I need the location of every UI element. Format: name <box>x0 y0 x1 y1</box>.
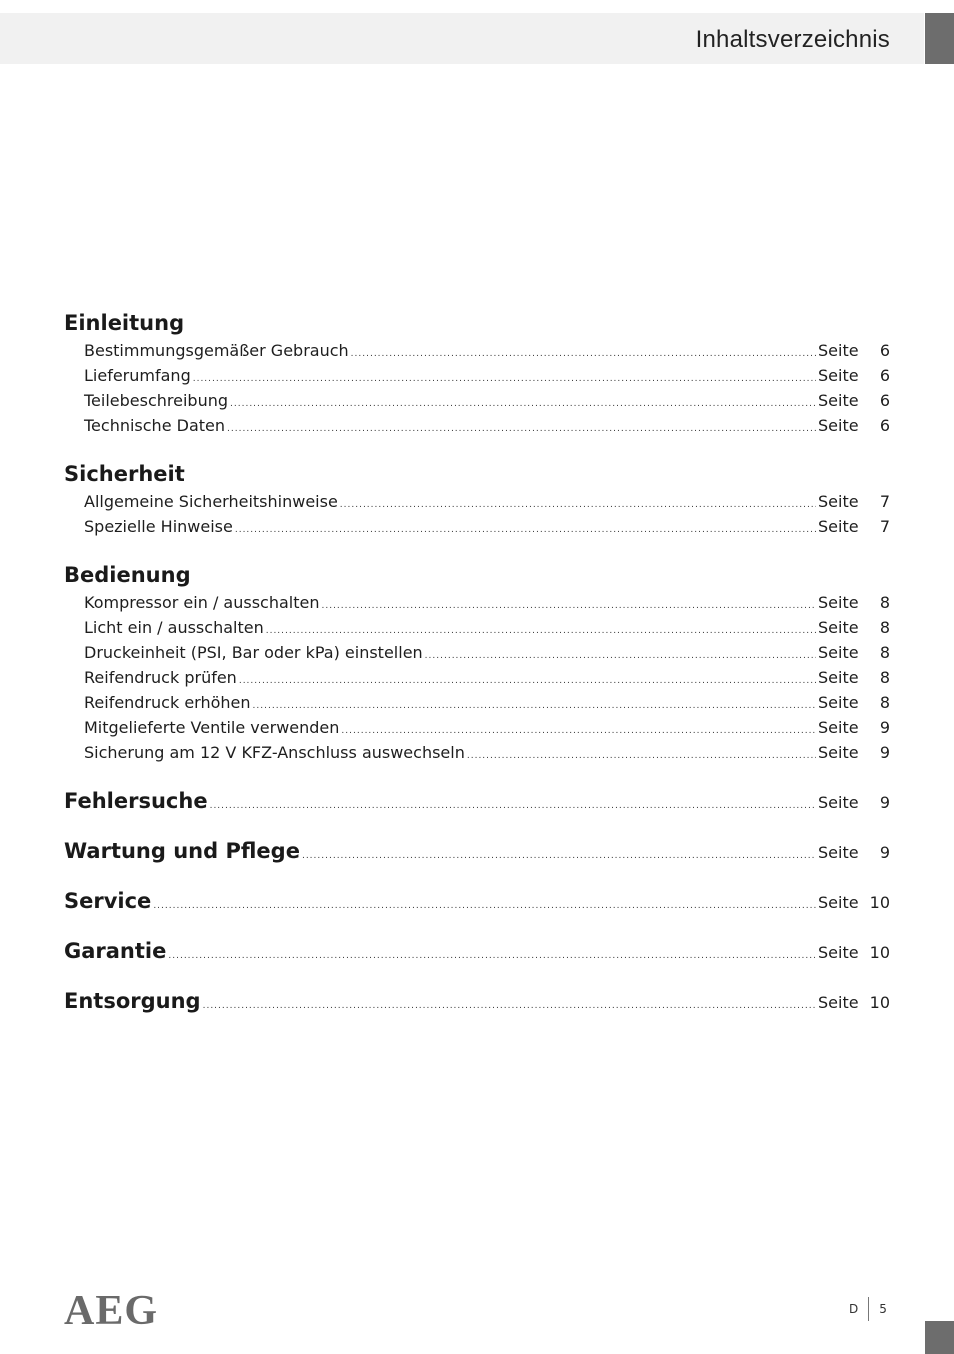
toc-entry-label: Licht ein / ausschalten <box>84 618 264 637</box>
toc-entry-label: Kompressor ein / ausschalten <box>84 593 320 612</box>
page-title: Inhaltsverzeichnis <box>695 26 890 53</box>
toc-entry-label: Technische Daten <box>84 416 226 435</box>
toc-entry-label: Mitgelieferte Ventile verwenden <box>84 718 340 737</box>
toc-section-sicherheit <box>64 459 890 539</box>
toc-main-entry-label: Fehlersuche <box>64 789 208 813</box>
toc-entry-page: 7 <box>879 517 890 536</box>
toc-main-entry-garantie[interactable] <box>64 936 890 966</box>
footer-divider <box>868 1297 869 1321</box>
toc-entry-seite: Seite <box>818 391 859 410</box>
toc-entry-page: 9 <box>879 793 890 812</box>
dot-leader <box>321 594 816 619</box>
dot-leader <box>425 644 816 669</box>
toc-main-entry-label: Garantie <box>64 939 167 963</box>
toc-entry-seite: Seite <box>818 618 859 637</box>
toc-entry-page: 8 <box>879 693 890 712</box>
toc-entry[interactable] <box>64 338 890 363</box>
table-of-contents <box>64 308 890 1036</box>
language-code: D <box>849 1302 859 1316</box>
chapter-tab-bottom <box>925 1321 954 1354</box>
toc-section-einleitung <box>64 308 890 438</box>
toc-main-entry-entsorgung[interactable] <box>64 986 890 1016</box>
toc-entry-page: 9 <box>879 718 890 737</box>
toc-main-entry-label: Wartung und Pflege <box>64 839 300 863</box>
toc-entry[interactable] <box>64 489 890 514</box>
toc-entry-page: 6 <box>879 341 890 360</box>
toc-entry-page: 10 <box>869 893 890 912</box>
toc-entry-seite: Seite <box>818 668 859 687</box>
toc-entry-label: Allgemeine Sicherheitshinweise <box>84 492 338 511</box>
toc-entry-page: 7 <box>879 492 890 511</box>
toc-entry[interactable] <box>64 413 890 438</box>
dot-leader <box>193 367 816 392</box>
toc-entry[interactable] <box>64 690 890 715</box>
toc-entry-seite: Seite <box>818 718 859 737</box>
dot-leader <box>235 518 816 543</box>
toc-entry-page: 10 <box>869 943 890 962</box>
toc-entry-page: 8 <box>879 668 890 687</box>
toc-entry-seite: Seite <box>818 517 859 536</box>
toc-entry-seite: Seite <box>818 993 859 1012</box>
dot-leader <box>203 991 816 1021</box>
toc-entry-page: 9 <box>879 743 890 762</box>
toc-entry[interactable] <box>64 740 890 765</box>
toc-entry-label: Druckeinheit (PSI, Bar oder kPa) einstellen <box>84 643 423 662</box>
toc-entry[interactable] <box>64 615 890 640</box>
toc-entry[interactable] <box>64 514 890 539</box>
chapter-tab-top <box>925 13 954 64</box>
toc-entry-label: Sicherung am 12 V KFZ-Anschluss auswechseln <box>84 743 465 762</box>
toc-entry-page: 8 <box>879 618 890 637</box>
toc-entry-seite: Seite <box>818 366 859 385</box>
toc-entry-page: 8 <box>879 593 890 612</box>
aeg-logo <box>64 1290 176 1330</box>
toc-entry-seite: Seite <box>818 793 859 812</box>
toc-entry-seite: Seite <box>818 492 859 511</box>
toc-entry-page: 10 <box>869 993 890 1012</box>
toc-section-bedienung <box>64 560 890 765</box>
toc-entry-seite: Seite <box>818 341 859 360</box>
toc-entry-page: 6 <box>879 366 890 385</box>
toc-entry[interactable] <box>64 363 890 388</box>
toc-entry[interactable] <box>64 388 890 413</box>
dot-leader <box>210 791 816 821</box>
dot-leader <box>467 744 816 769</box>
toc-entry-page: 6 <box>879 416 890 435</box>
toc-main-entry-wartung[interactable] <box>64 836 890 866</box>
toc-entry[interactable] <box>64 590 890 615</box>
toc-main-entry-fehlersuche[interactable] <box>64 786 890 816</box>
toc-entry-seite: Seite <box>818 693 859 712</box>
toc-entry-seite: Seite <box>818 593 859 612</box>
toc-entry[interactable] <box>64 665 890 690</box>
toc-entry-seite: Seite <box>818 893 859 912</box>
toc-entry-label: Reifendruck erhöhen <box>84 693 251 712</box>
toc-entry-seite: Seite <box>818 843 859 862</box>
toc-main-entry-service[interactable] <box>64 886 890 916</box>
toc-main-entry-label: Service <box>64 889 152 913</box>
toc-entry-label: Reifendruck prüfen <box>84 668 237 687</box>
dot-leader <box>153 891 816 921</box>
toc-entry-page: 9 <box>879 843 890 862</box>
toc-entry-page: 6 <box>879 391 890 410</box>
dot-leader <box>351 342 816 367</box>
toc-entry[interactable] <box>64 715 890 740</box>
dot-leader <box>340 493 816 518</box>
toc-entry-page: 8 <box>879 643 890 662</box>
dot-leader <box>168 941 816 971</box>
toc-entry-label: Spezielle Hinweise <box>84 517 233 536</box>
toc-entry-label: Bestimmungsgemäßer Gebrauch <box>84 341 349 360</box>
toc-entry[interactable] <box>64 640 890 665</box>
toc-main-entry-label: Entsorgung <box>64 989 201 1013</box>
toc-entry-seite: Seite <box>818 643 859 662</box>
section-heading: Bedienung <box>64 563 191 587</box>
section-heading: Sicherheit <box>64 462 185 486</box>
page-footer <box>849 1298 887 1320</box>
aeg-logo-text: AEG <box>64 1290 159 1330</box>
page-number: 5 <box>879 1302 887 1316</box>
toc-entry-seite: Seite <box>818 416 859 435</box>
toc-entry-seite: Seite <box>818 943 859 962</box>
dot-leader <box>230 392 816 417</box>
dot-leader <box>227 417 816 442</box>
toc-entry-seite: Seite <box>818 743 859 762</box>
dot-leader <box>239 669 816 694</box>
dot-leader <box>302 841 816 871</box>
toc-entry-label: Teilebeschreibung <box>84 391 229 410</box>
section-heading: Einleitung <box>64 311 185 335</box>
toc-entry-label: Lieferumfang <box>84 366 191 385</box>
